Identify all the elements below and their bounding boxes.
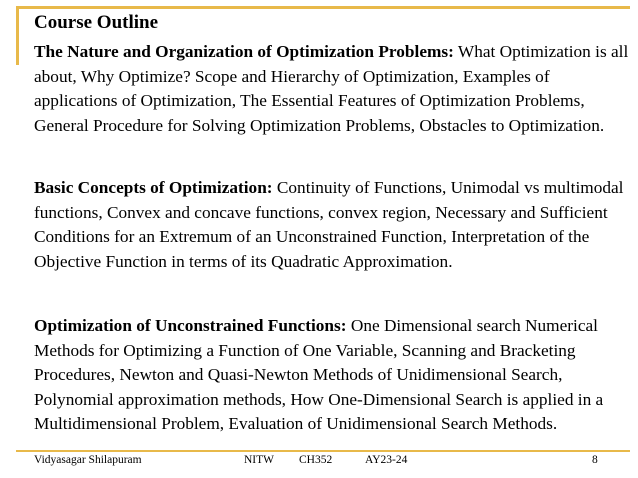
top-rule bbox=[16, 6, 630, 9]
section-heading: Optimization of Unconstrained Functions: bbox=[34, 316, 347, 335]
section-heading: The Nature and Organization of Optimization Problems: bbox=[34, 42, 454, 61]
footer-author: Vidyasagar Shilapuram bbox=[34, 454, 142, 466]
section-body: What Optimization is all about, Why Optimize? Scope and Hierarchy of Optimization, Examples of applications of Optimization, The Essential Features of Optimization Problems, General Procedure for Solving Optimization Problems, Obstacles to Optimization. bbox=[34, 42, 629, 135]
section-nature-organization bbox=[34, 40, 634, 138]
section-basic-concepts bbox=[34, 176, 634, 274]
section-unconstrained-functions bbox=[34, 314, 634, 437]
section-body: Continuity of Functions, Unimodal vs multimodal functions, Convex and concave functions, convex region, Necessary and Sufficient Conditions for an Extremum of an Unconstrained Function, Interpretation of the Objective Function in terms of its Quadratic Approximation. bbox=[34, 178, 624, 271]
footer-institute: NITW bbox=[244, 454, 275, 466]
left-rule bbox=[16, 6, 19, 65]
slide-title: Course Outline bbox=[34, 12, 159, 33]
page-number: 8 bbox=[592, 454, 598, 466]
section-body: One Dimensional search Numerical Methods for Optimizing a Function of One Variable, Scanning and Bracketing Procedures, Newton and Quasi-Newton Methods of Unidimensional Search, Polynomial approximation methods, How One-Dimensional Search is applied in a Multidimensional Problem, Evaluation of Unidimensional Search Methods. bbox=[34, 316, 604, 434]
bottom-rule bbox=[16, 450, 630, 452]
footer-academic-year: AY23-24 bbox=[365, 454, 408, 466]
footer-course-code: CH352 bbox=[299, 454, 333, 466]
section-heading: Basic Concepts of Optimization: bbox=[34, 178, 273, 197]
